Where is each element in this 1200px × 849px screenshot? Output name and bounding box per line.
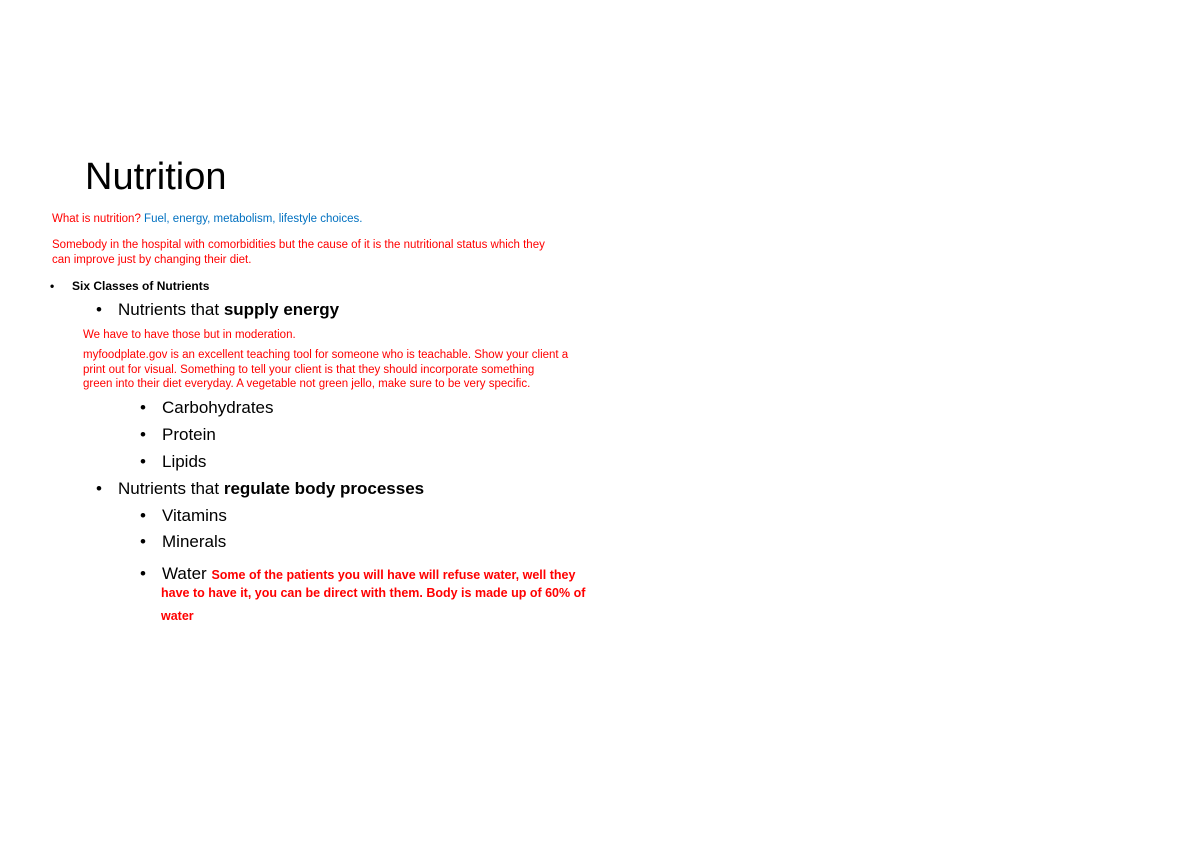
supply-energy-bold: supply energy: [223, 300, 340, 319]
bullet-icon: •: [140, 564, 146, 583]
bullet-icon: •: [140, 532, 146, 551]
energy-item-lipids: [140, 451, 206, 473]
regulate-item: [96, 478, 424, 500]
bullet-icon: •: [140, 425, 146, 444]
regulate-bold: regulate body processes: [223, 479, 425, 498]
water-note-line-2: have to have it, you can be direct with them. Body is made up of 60% of: [161, 586, 586, 600]
page-title: Nutrition: [85, 156, 227, 198]
intro-question: What is nutrition?: [52, 213, 145, 225]
supply-energy-item: [96, 299, 339, 321]
bullet-icon: •: [96, 300, 102, 319]
energy-item-label: Protein: [162, 425, 216, 444]
regulate-item-vitamins: [140, 505, 227, 527]
energy-item-carbohydrates: [140, 397, 274, 419]
energy-item-protein: [140, 424, 216, 446]
energy-item-label: Lipids: [162, 452, 207, 471]
myfoodplate-note-line-2: print out for visual. Something to tell your client is that they should incorporate something: [83, 364, 535, 376]
supply-energy-prefix: Nutrients that: [118, 300, 224, 319]
regulate-item-label: Minerals: [162, 532, 227, 551]
moderation-note: We have to have those but in moderation.: [83, 329, 296, 341]
energy-item-label: Carbohydrates: [162, 398, 274, 417]
regulate-item-water: [140, 563, 575, 586]
six-classes-label: Six Classes of Nutrients: [72, 279, 210, 293]
bullet-icon: •: [50, 279, 55, 293]
six-classes-item: [50, 278, 209, 294]
bullet-icon: •: [140, 506, 146, 525]
intro-answer: Fuel, energy, metabolism, lifestyle choices.: [144, 213, 363, 225]
water-note-line-1: Some of the patients you will have will refuse water, well they: [211, 568, 576, 582]
bullet-icon: •: [140, 452, 146, 471]
intro-line: [52, 212, 362, 227]
bullet-icon: •: [96, 479, 102, 498]
regulate-prefix: Nutrients that: [118, 479, 224, 498]
regulate-item-minerals: [140, 531, 226, 553]
water-label: Water: [162, 564, 212, 583]
hospital-note-line-2: can improve just by changing their diet.: [52, 254, 252, 266]
regulate-item-label: Vitamins: [162, 506, 227, 525]
myfoodplate-note-line-3: green into their diet everyday. A vegetable not green jello, make sure to be very specific.: [83, 378, 531, 390]
myfoodplate-note-line-1: myfoodplate.gov is an excellent teaching tool for someone who is teachable. Show your client a: [83, 349, 569, 361]
hospital-note-line-1: Somebody in the hospital with comorbidities but the cause of it is the nutritional status which they: [52, 239, 545, 251]
water-note-line-3: water: [161, 609, 194, 623]
bullet-icon: •: [140, 398, 146, 417]
